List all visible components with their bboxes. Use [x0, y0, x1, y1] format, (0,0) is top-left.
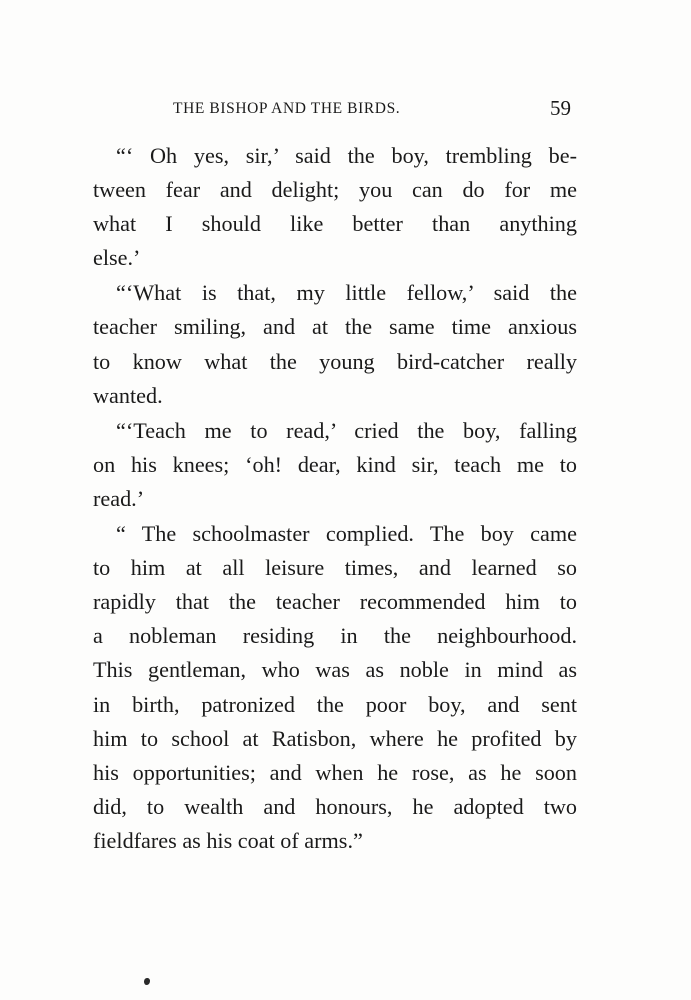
- text-line: “ The schoolmaster complied. The boy came: [116, 521, 577, 547]
- text-line: his opportunities; and when he rose, as he soon: [93, 759, 577, 785]
- running-header: [93, 96, 573, 120]
- text-line: read.’: [93, 485, 145, 511]
- text-line: him to school at Ratisbon, where he profited by: [93, 725, 577, 751]
- text-line: in birth, patronized the poor boy, and sent: [93, 691, 577, 717]
- text-line: rapidly that the teacher recommended him to: [93, 589, 577, 615]
- text-line: tween fear and delight; you can do for me: [93, 177, 577, 203]
- text-line: wanted.: [93, 382, 163, 408]
- text-line: what I should like better than anything: [93, 211, 577, 237]
- text-line: did, to wealth and honours, he adopted two: [93, 793, 577, 819]
- text-line: to him at all leisure times, and learned so: [93, 555, 577, 581]
- text-line: fieldfares as his coat of arms.”: [93, 827, 363, 853]
- text-line: to know what the young bird-catcher really: [93, 348, 577, 374]
- body-text: [93, 139, 577, 858]
- text-line: teacher smiling, and at the same time anxious: [93, 314, 577, 340]
- running-title: THE BISHOP AND THE BIRDS.: [173, 100, 401, 117]
- text-line: This gentleman, who was as noble in mind as: [93, 657, 577, 683]
- text-line: a nobleman residing in the neighbourhood.: [93, 623, 577, 649]
- text-line: “‘What is that, my little fellow,’ said the: [116, 280, 577, 306]
- text-line: on his knees; ‘oh! dear, kind sir, teach me to: [93, 451, 577, 477]
- text-line: “‘ Oh yes, sir,’ said the boy, trembling be-: [116, 143, 577, 168]
- page-number: 59: [550, 96, 571, 120]
- text-line: else.’: [93, 245, 141, 271]
- ink-speck: [144, 978, 150, 985]
- text-line: “‘Teach me to read,’ cried the boy, falling: [116, 417, 577, 443]
